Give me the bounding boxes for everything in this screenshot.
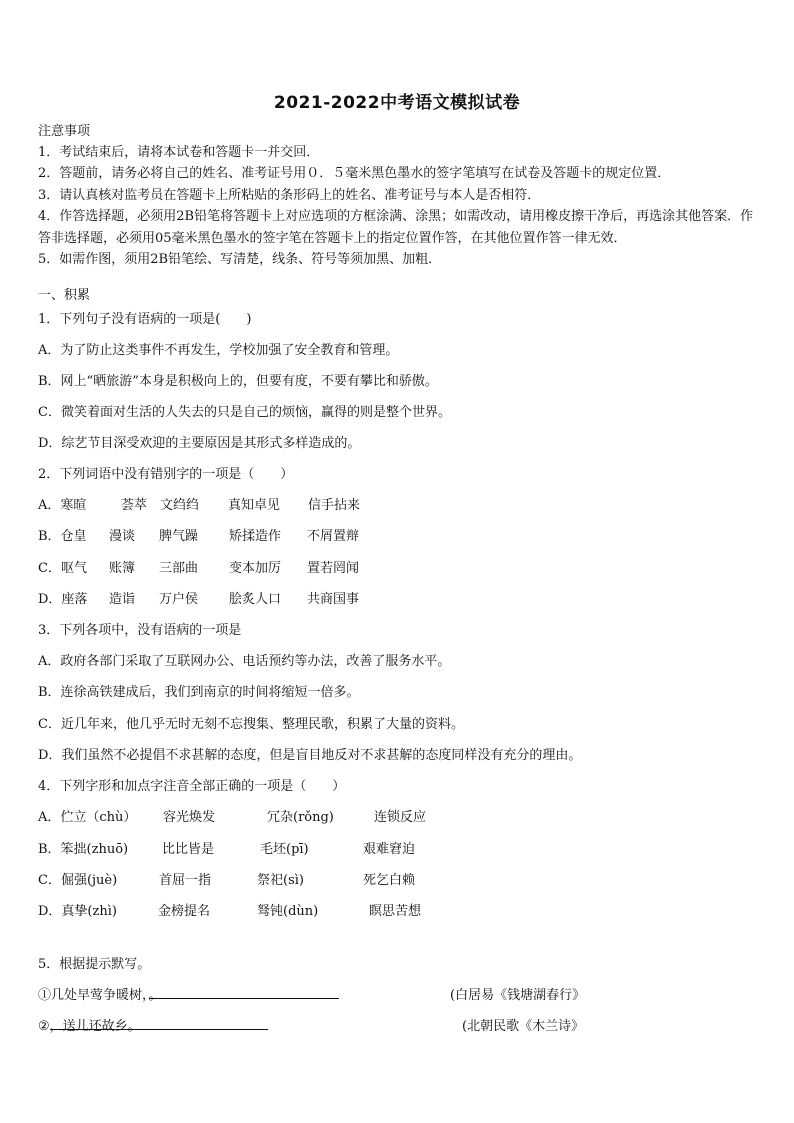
notice-item: 5．如需作图，须用2B铅笔绘、写清楚，线条、符号等须加黑、加粗． (38, 252, 442, 268)
word-cell: 金榜提名 (158, 904, 211, 919)
question-1-stem: 1．下列句子没有语病的一项是( ) (38, 312, 252, 327)
word-cell: 比比皆是 (162, 842, 215, 857)
word-cell: 信手拈来 (308, 498, 361, 513)
word-cell: 共商国事 (307, 592, 360, 607)
word-cell: 死乞白赖 (363, 873, 416, 888)
word-cell: 脍炙人口 (229, 592, 282, 607)
word-cell: 祭祀(sì) (257, 873, 304, 888)
exam-title: 2021-2022中考语文模拟试卷 (273, 93, 521, 113)
question-4-stem: 4．下列字形和加点字注音全部正确的一项是（ ） (38, 779, 346, 794)
question-5-stem: 5．根据提示默写。 (38, 957, 151, 972)
word-cell: 冗杂(rǒng) (267, 810, 334, 825)
word-cell: 艰难窘迫 (363, 842, 416, 857)
word-cell: A．伫立（chù） (38, 810, 137, 825)
question-3-option: C．近几年来，他几乎无时无刻不忘搜集、整理民歌，积累了大量的资料。 (38, 717, 464, 732)
word-cell: 万户侯 (159, 592, 199, 607)
word-cell: 毛坯(pī) (260, 842, 309, 857)
word-cell: 账簿 (109, 561, 136, 576)
word-cell: 置若罔闻 (307, 561, 360, 576)
question-1-option: D．综艺节目深受欢迎的主要原因是其形式多样造成的。 (38, 436, 361, 451)
notice-item: 2．答题前，请务必将自己的姓名、准考证号用０．５毫米黑色墨水的签字笔填写在试卷及答题卡的规定位置． (38, 166, 671, 182)
question-2-stem: 2．下列词语中没有错别字的一项是（ ） (38, 467, 294, 482)
section-heading: 一、积累 (38, 288, 91, 303)
word-cell: B．笨拙(zhuō) (38, 842, 129, 857)
question-3-option: A．政府各部门采取了互联网办公、电话预约等办法，改善了服务水平。 (38, 654, 451, 669)
word-cell: 荟萃 (121, 498, 148, 513)
word-cell: 造诣 (109, 592, 136, 607)
question-1-option: C．微笑着面对生活的人失去的只是自己的烦恼，赢得的则是整个世界。 (38, 405, 451, 420)
word-cell: 驽钝(dùn) (257, 904, 319, 919)
word-cell: 矫揉造作 (229, 529, 282, 544)
recitation-prompt: ② (38, 1019, 50, 1034)
word-cell: D．真挚(zhì) (38, 904, 117, 919)
word-cell: 真知卓见 (228, 498, 281, 513)
word-cell: 三部曲 (159, 561, 199, 576)
word-cell: C．倔强(juè) (38, 873, 118, 888)
question-3-stem: 3．下列各项中，没有语病的一项是 (38, 623, 242, 638)
word-cell: 文绉绉 (160, 498, 200, 513)
notice-item: 1．考试结束后，请将本试卷和答题卡一并交回． (38, 145, 320, 160)
recitation-suffix: ，送儿还故乡。 (49, 1019, 141, 1034)
answer-blank[interactable] (149, 986, 339, 999)
word-cell: 脾气躁 (159, 529, 199, 544)
word-cell: A．寒暄 (38, 498, 87, 513)
word-cell: 变本加厉 (229, 561, 282, 576)
word-cell: 不屑置辩 (307, 529, 360, 544)
notice-item: 4．作答选择题，必须用2B铅笔将答题卡上对应选项的方框涂满、涂黑；如需改动，请用橡皮擦干净后，再选涂其他答案．作答非选择题，必须用05毫米黑色墨水的签字笔在答题卡上的指定位置作答，在其他位置作答一律无效． (38, 209, 754, 246)
recitation-source: (白居易《钱塘湖春行》 (450, 988, 586, 1003)
notice-item: 3．请认真核对监考员在答题卡上所粘贴的条形码上的姓名、准考证号与本人是否相符． (38, 187, 541, 203)
recitation-suffix: 。 (148, 988, 162, 1003)
answer-blank[interactable] (50, 1017, 268, 1030)
word-cell: 连锁反应 (374, 810, 427, 825)
question-3-option: B．连徐高铁建成后，我们到南京的时间将缩短一倍多。 (38, 685, 360, 700)
word-cell: B．仓皇 (38, 529, 87, 544)
word-cell: 瞑思苦想 (369, 904, 422, 919)
recitation-prompt: ①几处早莺争暖树， (38, 988, 149, 1003)
word-cell: 容光焕发 (163, 810, 216, 825)
word-cell: D．座落 (38, 592, 88, 607)
recitation-source: (北朝民歌《木兰诗》 (462, 1019, 585, 1034)
word-cell: C．呕气 (38, 561, 87, 576)
notice-block (38, 121, 764, 270)
question-3-option: D．我们虽然不必提倡不求甚解的态度，但是盲目地反对不求甚解的态度同样没有充分的理由。 (38, 748, 582, 763)
word-cell: 首屈一指 (159, 873, 212, 888)
question-1-option: B．网上“晒旅游”本身是积极向上的，但要有度，不要有攀比和骄傲。 (38, 374, 438, 389)
question-1-option: A．为了防止这类事件不再发生，学校加强了安全教育和管理。 (38, 343, 399, 358)
notice-heading: 注意事项 (38, 124, 91, 139)
word-cell: 漫谈 (109, 529, 136, 544)
